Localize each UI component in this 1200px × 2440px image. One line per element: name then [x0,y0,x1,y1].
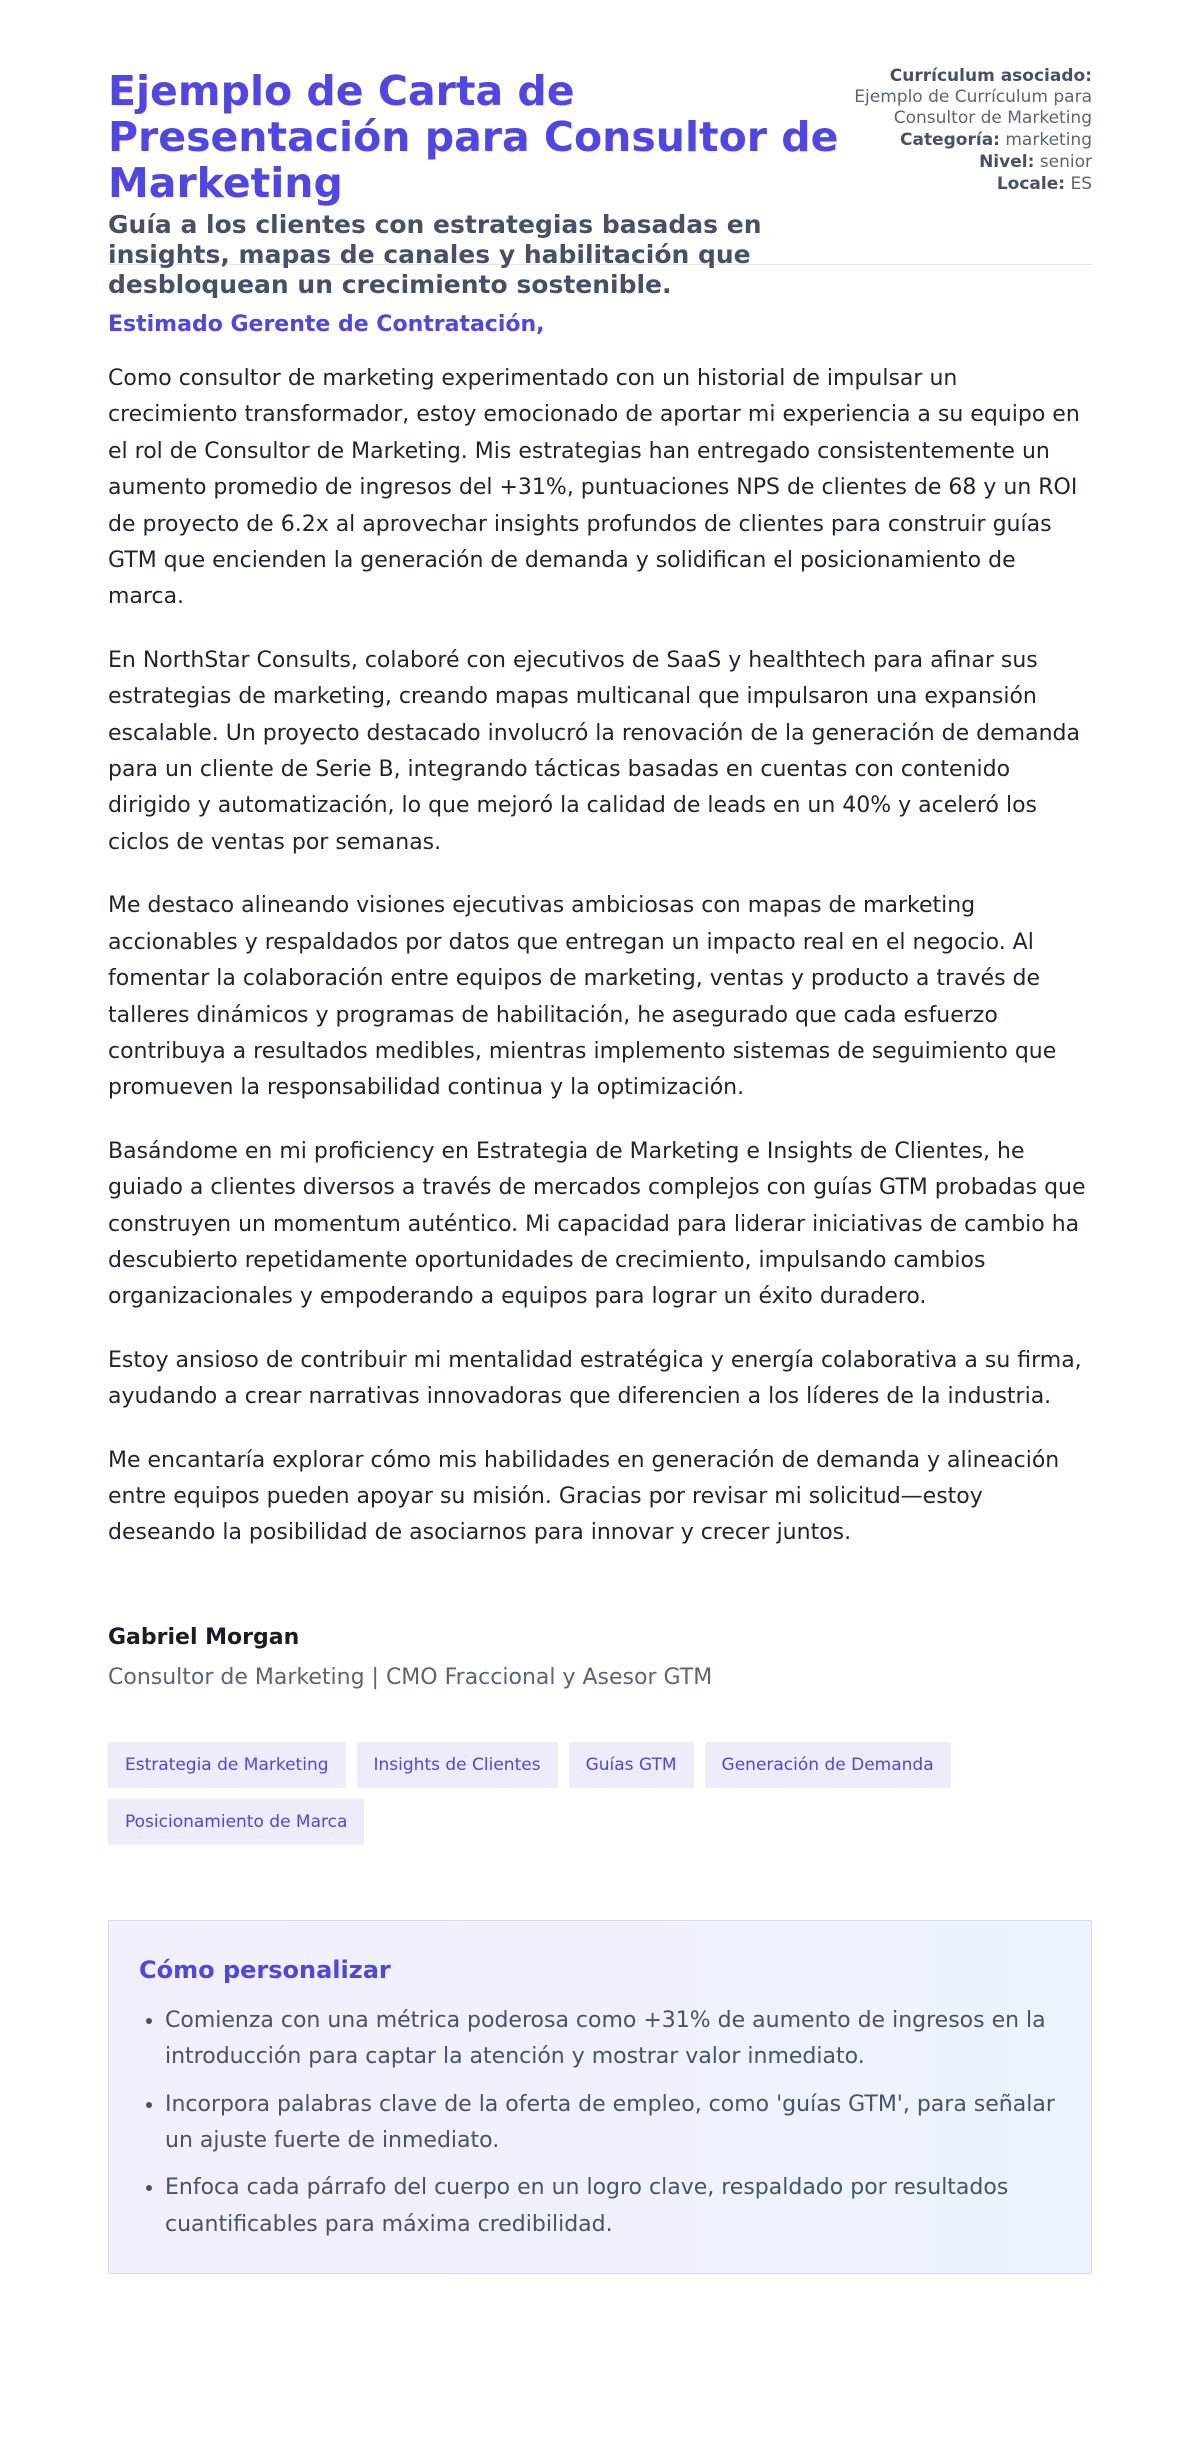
meta-locale [772,174,1092,195]
signature-title: Consultor de Marketing | CMO Fraccional y Asesor GTM [108,1664,713,1690]
skill-tag: Insights de Clientes [357,1742,558,1788]
customization-tips-box [108,1920,1092,2274]
letter-paragraph: En NorthStar Consults, colaboré con ejecutivos de SaaS y healthtech para afinar sus estrategias de marketing, creando mapas multicanal que impulsaron una expansión escalable. Un proyecto destacado involucró la renovación de la generación de demanda para un cliente de Serie B, integrando tácticas basadas en cuentas con contenido dirigido y automatización, lo que mejoró la calidad de leads en un 40% y aceleró los ciclos de ventas por semanas. [108,647,1080,855]
meta-locale-value: ES [1070,174,1092,194]
meta-locale-label: Locale: [996,174,1066,194]
skill-tags [108,1742,1098,1845]
page-title: Ejemplo de Carta de Presentación para Consultor de Marketing [108,67,839,207]
meta-resume-value: Ejemplo de Currículum para Consultor de Marketing [854,87,1092,128]
tip-item: • Comienza con una métrica poderosa como +31% de aumento de ingresos en la introducción para captar la atención y mostrar valor inmediato. [165,2003,1061,2076]
meta-resume [772,66,1092,129]
meta-category [772,130,1092,151]
letter-greeting: Estimado Gerente de Contratación, [108,312,545,337]
meta-level [772,152,1092,173]
document-header [108,0,1092,299]
letter-paragraph: Me encantaría explorar cómo mis habilidades en generación de demanda y alineación entre equipos pueden apoyar su misión. Gracias por revisar mi solicitud—estoy deseando la posibilidad de asociarnos para innovar y crecer juntos. [108,1447,1060,1546]
letter-paragraph: Como consultor de marketing experimentado con un historial de impulsar un crecimiento transformador, estoy emocionado de aportar mi experiencia a su equipo en el rol de Consultor de Marketing. Mis estrategias han entregado consistentemente un aumento promedio de ingresos del +31%, puntuaciones NPS de clientes de 68 y un ROI de proyecto de 6.2x al aprovechar insights profundos de clientes para construir guías GTM que encienden la generación de demanda y solidifican el posicionamiento de marca. [108,366,1080,610]
signature-name: Gabriel Morgan [108,1624,300,1650]
meta-category-label: Categoría: [900,130,1000,150]
tip-item: • Incorpora palabras clave de la oferta de empleo, como 'guías GTM', para señalar un ajuste fuerte de inmediato. [165,2087,1061,2160]
tip-item: • Enfoca cada párrafo del cuerpo en un logro clave, respaldado por resultados cuantificables para máxima credibilidad. [165,2170,1061,2243]
page-subtitle: Guía a los clientes con estrategias basadas en insights, mapas de canales y habilitación que desbloquean un crecimiento sostenible. [108,210,762,299]
meta-resume-label: Currículum asociado: [889,66,1092,86]
meta-category-value: marketing [1005,130,1092,150]
tips-list [139,2003,1061,2243]
skill-tag: Guías GTM [569,1742,694,1788]
skill-tag: Estrategia de Marketing [108,1742,346,1788]
skill-tag: Posicionamiento de Marca [108,1799,364,1845]
letter-paragraph: Basándome en mi proficiency en Estrategia de Marketing e Insights de Clientes, he guiado a clientes diversos a través de mercados complejos con guías GTM probadas que construyen un momentum auténtico. Mi capacidad para liderar iniciativas de cambio ha descubierto repetidamente oportunidades de crecimiento, impulsando cambios organizacionales y empoderando a equipos para lograr un éxito duradero. [108,1138,1086,1310]
meta-level-label: Nivel: [979,152,1035,172]
signature-block [108,1624,1092,1692]
meta-level-value: senior [1039,152,1092,172]
letter-body [108,361,1092,1552]
skill-tag: Generación de Demanda [705,1742,951,1788]
letter-paragraph: Estoy ansioso de contribuir mi mentalidad estratégica y energía colaborativa a su firma, ayudando a crear narrativas innovadoras que diferencien a los líderes de la industria. [108,1347,1082,1410]
tips-title: Cómo personalizar [139,1955,391,1984]
letter-paragraph: Me destaco alineando visiones ejecutivas ambiciosas con mapas de marketing accionables y respaldados por datos que entregan un impacto real en el negocio. Al fomentar la colaboración entre equipos de marketing, ventas y producto a través de talleres dinámicos y programas de habilitación, he asegurado que cada esfuerzo contribuya a resultados medibles, mientras implemento sistemas de seguimiento que promueven la responsabilidad continua y la optimización. [108,893,1057,1101]
document-meta [772,66,1092,195]
